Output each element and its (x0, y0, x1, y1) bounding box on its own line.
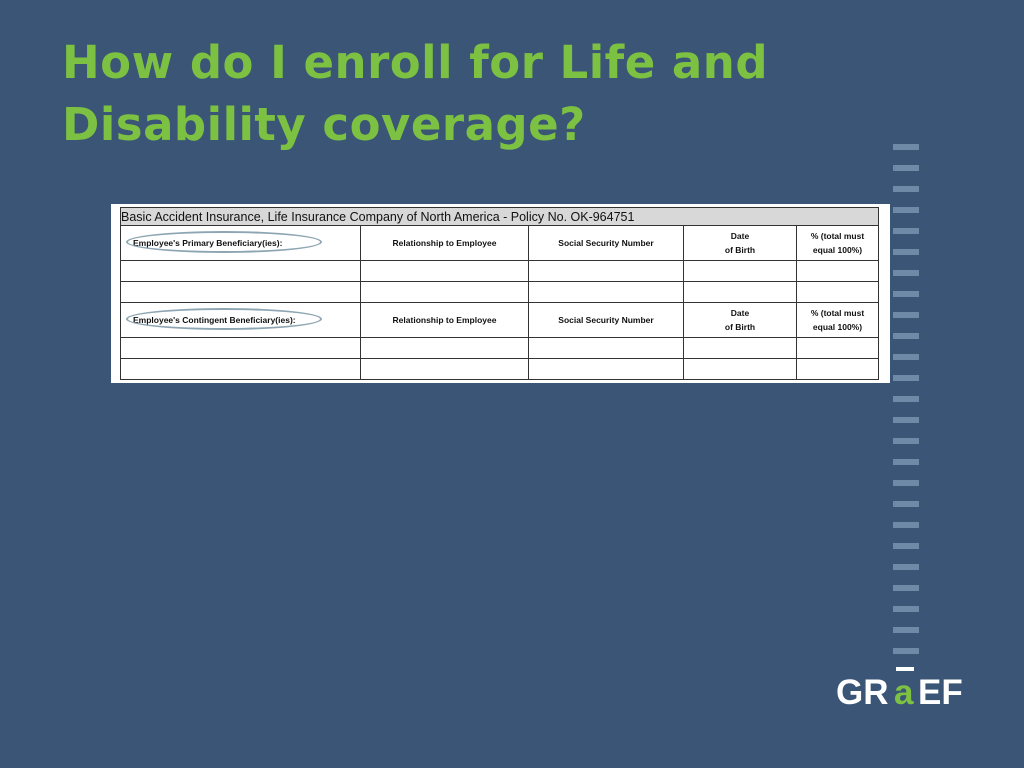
logo-text-right: EF (918, 673, 963, 712)
percent-header: % (total must equal 100%) (797, 226, 879, 261)
slide-title-line-1: How do I enroll for Life and (62, 36, 769, 89)
percent-header: % (total must equal 100%) (797, 303, 879, 338)
decorative-dash-column (893, 144, 919, 664)
logo-text-accent: a (894, 673, 914, 712)
form-title: Basic Accident Insurance, Life Insurance Company of North America - Policy No. OK-964751 (121, 208, 879, 226)
logo-accent-bar (896, 667, 914, 671)
relationship-header: Relationship to Employee (361, 226, 529, 261)
form-title-row (121, 208, 879, 226)
contingent-blank-row (121, 338, 879, 359)
contingent-beneficiary-header: Employee's Contingent Beneficiary(ies): (121, 303, 361, 338)
primary-beneficiary-header: Employee's Primary Beneficiary(ies): (121, 226, 361, 261)
dob-header: Date of Birth (684, 226, 797, 261)
slide-title-line-2: Disability coverage? (62, 98, 586, 151)
primary-blank-row (121, 282, 879, 303)
logo-text-left: GR (836, 673, 889, 712)
primary-blank-row (121, 261, 879, 282)
dob-header: Date of Birth (684, 303, 797, 338)
relationship-header: Relationship to Employee (361, 303, 529, 338)
ssn-header: Social Security Number (529, 226, 684, 261)
graef-logo (836, 664, 976, 714)
primary-header-row (121, 226, 879, 261)
beneficiary-form-image (111, 204, 890, 383)
ssn-header: Social Security Number (529, 303, 684, 338)
slide-title (62, 32, 862, 156)
contingent-blank-row (121, 359, 879, 380)
beneficiary-table (120, 207, 879, 380)
contingent-header-row (121, 303, 879, 338)
